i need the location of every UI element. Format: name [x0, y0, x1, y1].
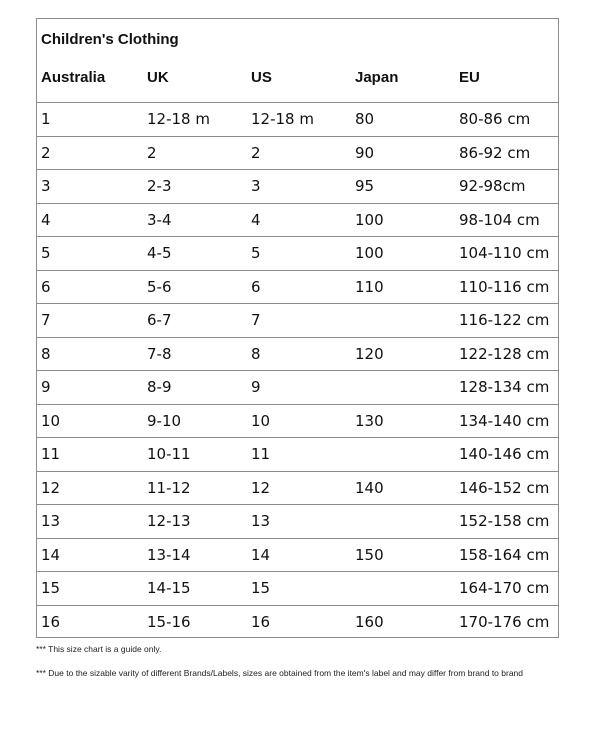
column-header-australia: Australia: [41, 69, 106, 86]
table-cell: 15-16: [147, 612, 191, 631]
table-cell: 158-164 cm: [459, 545, 550, 564]
table-row: [37, 371, 558, 405]
table-cell: 100: [355, 244, 384, 262]
table-cell: 8: [41, 344, 51, 363]
table-cell: 16: [41, 612, 61, 631]
table-cell: 120: [355, 344, 384, 363]
table-cell: 13-14: [147, 545, 191, 564]
table-cell: 14-15: [147, 579, 191, 597]
table-cell: 130: [355, 411, 384, 430]
table-cell: 14: [251, 545, 271, 564]
table-cell: 2: [251, 143, 261, 162]
table-cell: 140-146 cm: [459, 445, 550, 463]
table-row: [37, 338, 558, 372]
table-cell: 90: [355, 143, 375, 162]
table-cell: 10-11: [147, 445, 191, 463]
table-cell: 140: [355, 478, 384, 497]
table-row: [37, 204, 558, 238]
table-cell: 4-5: [147, 244, 172, 262]
table-cell: 122-128 cm: [459, 344, 550, 363]
table-row: [37, 304, 558, 338]
size-chart-table: [36, 18, 559, 638]
table-cell: 9: [251, 378, 261, 396]
table-row: [37, 237, 558, 271]
column-header-uk: UK: [147, 69, 169, 86]
table-cell: 100: [355, 210, 384, 229]
table-cell: 5: [41, 244, 51, 262]
table-title: Children's Clothing: [41, 31, 179, 48]
table-cell: 6-7: [147, 311, 172, 329]
table-cell: 3-4: [147, 210, 172, 229]
table-cell: 6: [251, 277, 261, 296]
table-row: [37, 539, 558, 573]
table-cell: 92-98cm: [459, 177, 526, 195]
table-cell: 98-104 cm: [459, 210, 540, 229]
table-cell: 12: [41, 478, 61, 497]
table-cell: 12-18 m: [147, 110, 210, 128]
table-cell: 2: [41, 143, 51, 162]
table-row: [37, 472, 558, 506]
table-cell: 16: [251, 612, 271, 631]
table-cell: 4: [251, 210, 261, 229]
brand-variety-note: *** Due to the sizable varity of different Brands/Labels, sizes are obtained from the item's label and may differ from brand to brand: [36, 668, 524, 678]
table-cell: 15: [251, 579, 271, 597]
table-body: [37, 103, 558, 639]
table-cell: 7-8: [147, 344, 172, 363]
table-row: [37, 606, 558, 640]
table-cell: 11: [41, 445, 61, 463]
table-cell: 9-10: [147, 411, 182, 430]
table-cell: 12: [251, 478, 271, 497]
table-cell: 2-3: [147, 177, 172, 195]
table-cell: 14: [41, 545, 61, 564]
table-cell: 11: [251, 445, 271, 463]
table-cell: 1: [41, 110, 51, 128]
table-cell: 12-18 m: [251, 110, 314, 128]
table-cell: 8-9: [147, 378, 172, 396]
table-row: [37, 572, 558, 606]
table-cell: 95: [355, 177, 375, 195]
column-header-eu: EU: [459, 69, 480, 86]
column-header-us: US: [251, 69, 272, 86]
guide-note: *** This size chart is a guide only.: [36, 644, 162, 654]
table-cell: 160: [355, 612, 384, 631]
table-cell: 110: [355, 277, 384, 296]
table-cell: 7: [251, 311, 261, 329]
table-cell: 9: [41, 378, 51, 396]
table-cell: 2: [147, 143, 157, 162]
table-cell: 12-13: [147, 512, 191, 530]
table-row: [37, 405, 558, 439]
table-row: [37, 271, 558, 305]
column-header-japan: Japan: [355, 69, 399, 86]
table-cell: 3: [41, 177, 51, 195]
table-cell: 150: [355, 545, 384, 564]
table-cell: 13: [41, 512, 61, 530]
table-row: [37, 170, 558, 204]
table-cell: 11-12: [147, 478, 191, 497]
table-cell: 10: [251, 411, 271, 430]
table-row: [37, 505, 558, 539]
table-cell: 80-86 cm: [459, 110, 531, 128]
table-cell: 13: [251, 512, 271, 530]
table-cell: 170-176 cm: [459, 612, 550, 631]
table-row: [37, 438, 558, 472]
table-cell: 134-140 cm: [459, 411, 550, 430]
table-cell: 8: [251, 344, 261, 363]
table-cell: 15: [41, 579, 61, 597]
table-cell: 116-122 cm: [459, 311, 550, 329]
table-cell: 10: [41, 411, 61, 430]
table-cell: 104-110 cm: [459, 244, 550, 262]
table-header-block: [37, 19, 558, 103]
table-cell: 4: [41, 210, 51, 229]
table-cell: 6: [41, 277, 51, 296]
table-cell: 128-134 cm: [459, 378, 550, 396]
table-cell: 80: [355, 110, 375, 128]
table-cell: 86-92 cm: [459, 143, 531, 162]
table-cell: 5: [251, 244, 261, 262]
table-cell: 146-152 cm: [459, 478, 550, 497]
table-cell: 3: [251, 177, 261, 195]
table-row: [37, 137, 558, 171]
table-cell: 5-6: [147, 277, 172, 296]
table-cell: 152-158 cm: [459, 512, 550, 530]
table-cell: 110-116 cm: [459, 277, 550, 296]
table-cell: 7: [41, 311, 51, 329]
table-cell: 164-170 cm: [459, 579, 550, 597]
table-row: [37, 103, 558, 137]
